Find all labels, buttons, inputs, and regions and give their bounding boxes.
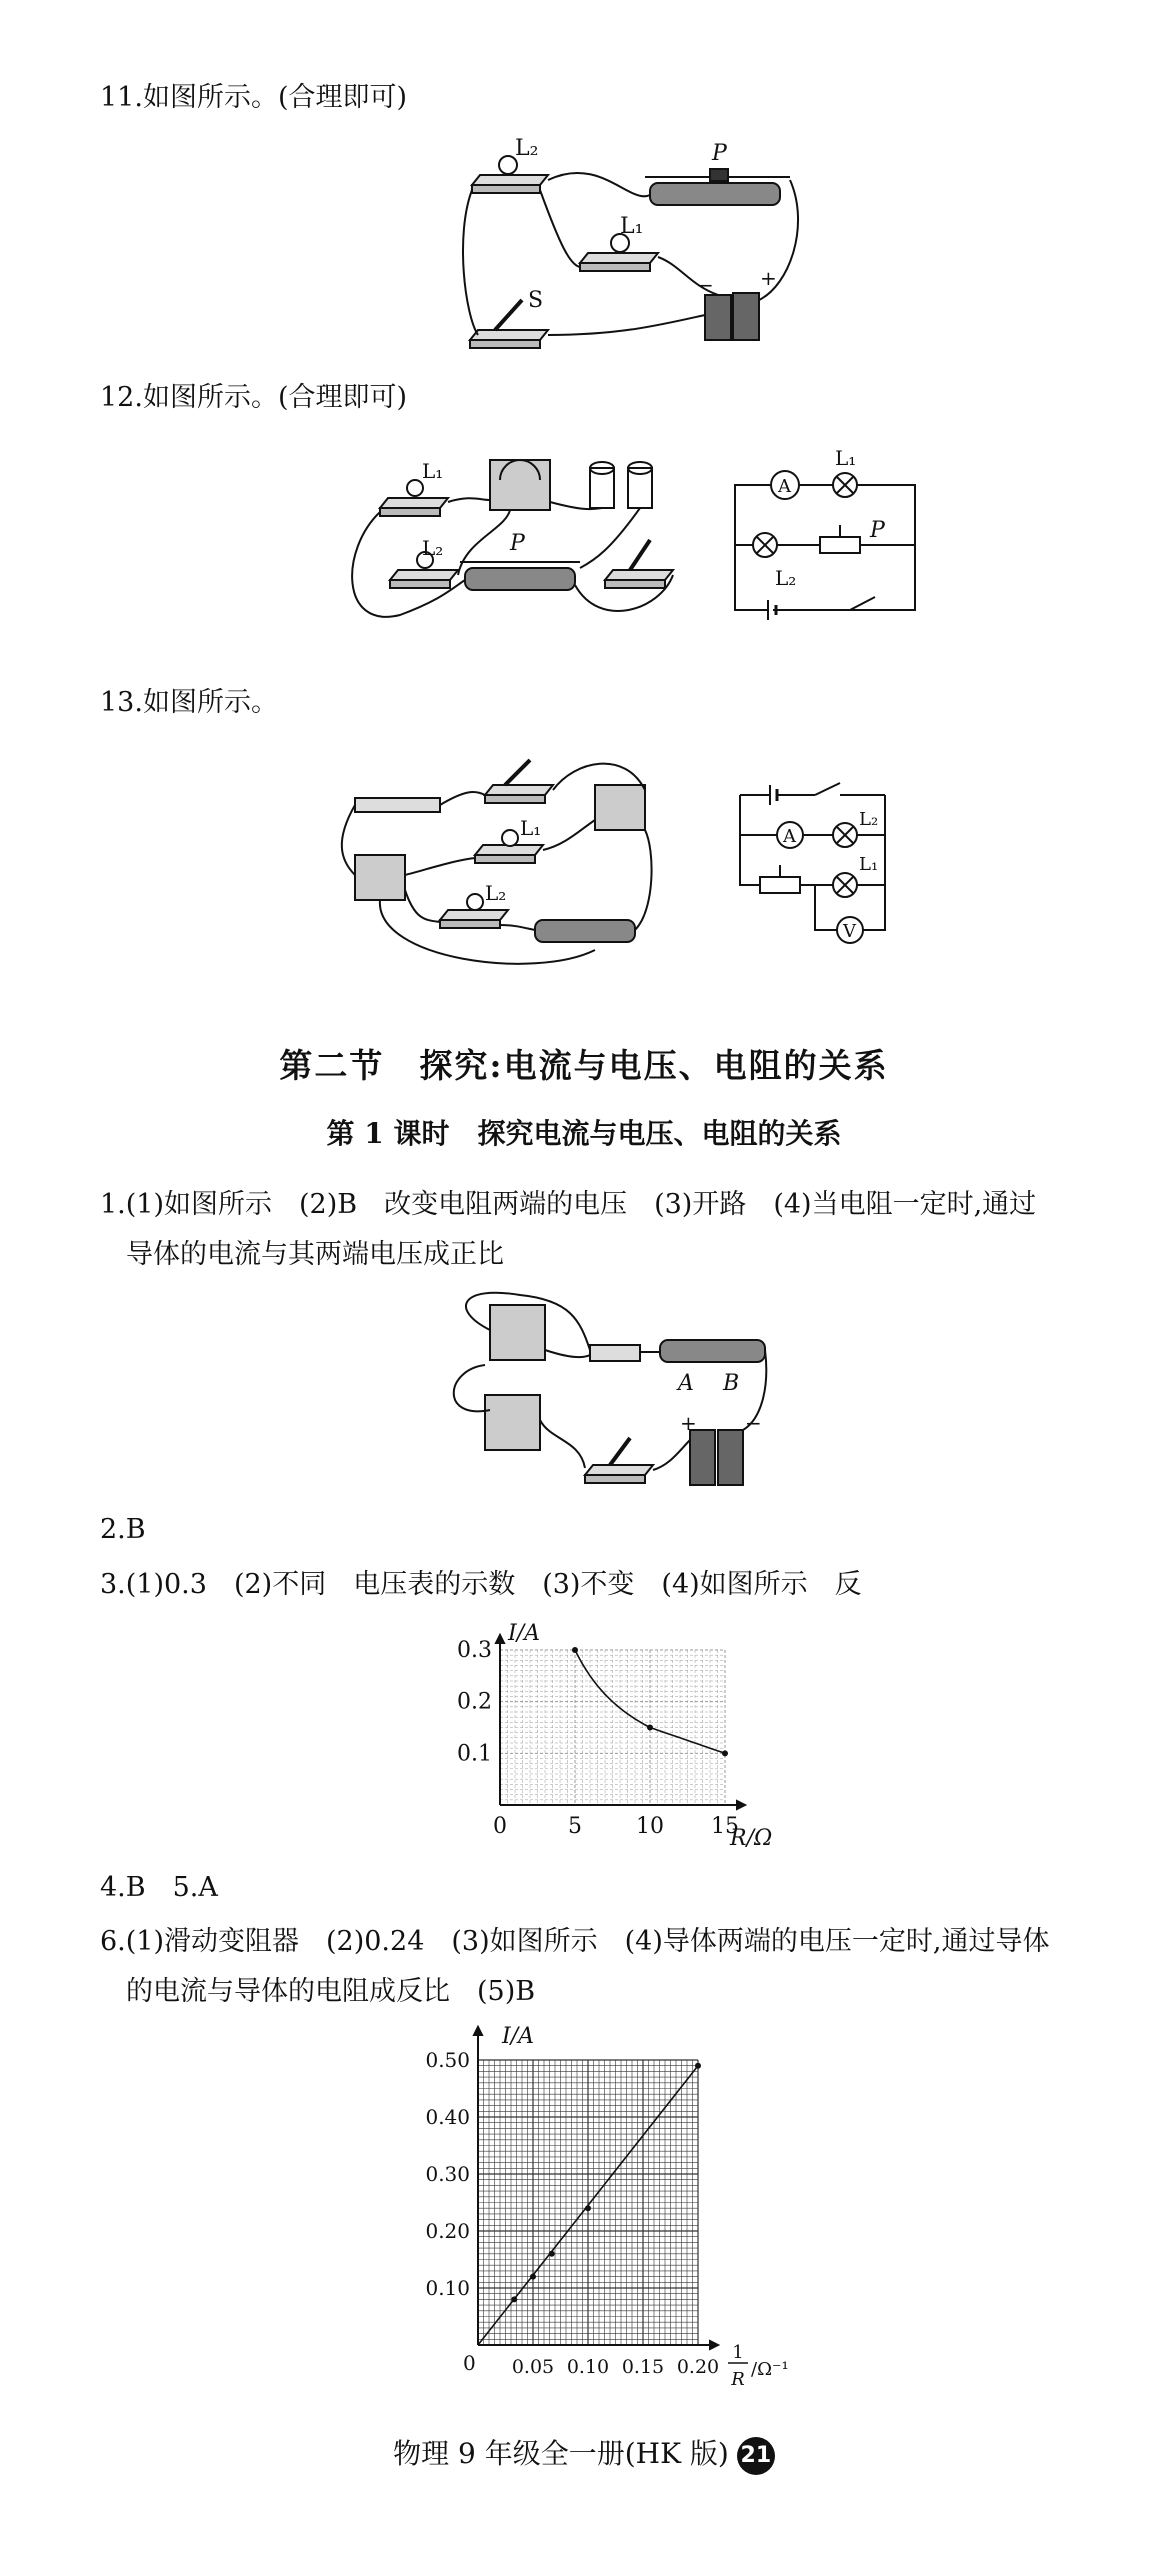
q13-l1-label: L₁ [520,816,542,840]
q12-l1-label: L₁ [422,459,444,483]
q13-schem-l1-label: L₁ [859,854,879,875]
chart2-xlabel-den: R [731,2369,745,2390]
q12-circuit-figure [340,440,680,655]
chart1-point-2 [722,1750,728,1756]
q11-p-label: P [712,141,727,166]
page-number: 21 [737,2437,775,2475]
q11-s-label: S [528,288,544,313]
q1-plus-label: + [680,1411,697,1435]
footer-text: 物理 9 年级全一册(HK 版) [393,2437,729,2470]
chart2-xlabel-num: 1 [732,2342,744,2363]
chart2-point-3 [585,2205,591,2211]
chart2-ytick-1: 0.20 [425,2219,470,2243]
chart1-xtick-2: 10 [636,1814,664,1839]
q11-text: 11.如图所示。(合理即可) [100,82,408,113]
q12-schem-l1-label: L₁ [835,446,857,470]
q13-schem-l2-label: L₂ [859,809,879,830]
q6-line2: 的电流与导体的电阻成反比 (5)B [126,1976,536,2007]
chart2-ytick-4: 0.50 [425,2048,470,2072]
q13-schematic [735,775,910,955]
q12-schem-p-label: P [870,518,885,543]
q1-line2: 导体的电流与其两端电压成正比 [126,1239,504,1270]
q12-p-label: P [510,531,525,556]
q12-l2-label: L₂ [422,536,444,560]
q1-a-label: A [678,1371,694,1396]
chart-current-vs-conductance [420,2015,820,2415]
chart1-xtick-3: 15 [711,1814,739,1839]
chart2-xtick-0: 0.05 [511,2356,555,2378]
q11-plus-label: + [760,266,777,290]
chart1-point-1 [647,1725,653,1731]
q1-circuit-figure [440,1290,770,1495]
q12-schematic [730,445,920,620]
q11-circuit-figure [460,135,820,360]
q13-text: 13.如图所示。 [100,687,278,718]
chart2-point-0 [511,2296,517,2302]
q11-l1-label: L₁ [620,214,644,239]
chart-current-vs-resistance [440,1620,800,1860]
chart2-point-1 [530,2274,536,2280]
q12-text: 12.如图所示。(合理即可) [100,382,408,413]
page-footer [0,2432,1168,2475]
q13-ammeter-label: A [783,826,796,847]
chart2-origin: 0 [463,2351,476,2375]
q1-b-label: B [723,1371,740,1396]
q13-circuit-figure [335,750,665,975]
chart2-xtick-2: 0.15 [621,2356,665,2378]
q11-minus-label: − [697,273,714,297]
q2-text: 2.B [100,1514,146,1545]
q1-line1: 1.(1)如图所示 (2)B 改变电阻两端的电压 (3)开路 (4)当电阻一定时,通过 [100,1189,1037,1220]
chart2-ylabel: I/A [502,2024,534,2049]
chart2-ytick-3: 0.40 [425,2105,470,2129]
chart1-ylabel: I/A [508,1621,540,1646]
chart1-xtick-0: 0 [493,1814,507,1839]
chart2-xlabel-unit: /Ω⁻¹ [751,2359,789,2380]
chart2-xtick-3: 0.20 [676,2356,720,2378]
q12-ammeter-label: A [778,476,791,497]
q11-l2-label: L₂ [515,136,539,161]
q1-minus-label: − [745,1411,762,1435]
q12-schem-l2-label: L₂ [775,566,797,590]
chart2-point-4 [695,2063,701,2069]
chart1-ytick-1: 0.2 [457,1689,492,1715]
section-title: 第二节 探究:电流与电压、电阻的关系 [279,1046,889,1085]
chart2-point-2 [549,2251,555,2257]
chart2-xtick-1: 0.10 [566,2356,610,2378]
q13-l2-label: L₂ [485,881,507,905]
q45-text: 4.B 5.A [100,1872,218,1903]
chart2-ytick-2: 0.30 [425,2162,470,2186]
chart1-ytick-0: 0.1 [457,1741,492,1767]
q6-line1: 6.(1)滑动变阻器 (2)0.24 (3)如图所示 (4)导体两端的电压一定时,通过导体 [100,1926,1050,1957]
chart1-xlabel: R/Ω [730,1826,773,1851]
q3-text: 3.(1)0.3 (2)不同 电压表的示数 (3)不变 (4)如图所示 反 [100,1569,862,1600]
chart1-xtick-1: 5 [568,1814,582,1839]
lesson-title: 第 1 课时 探究电流与电压、电阻的关系 [326,1117,842,1150]
chart1-point-0 [572,1647,578,1653]
chart1-ytick-2: 0.3 [457,1638,492,1663]
chart2-ytick-0: 0.10 [425,2276,470,2300]
q13-voltmeter-label: V [843,921,856,942]
